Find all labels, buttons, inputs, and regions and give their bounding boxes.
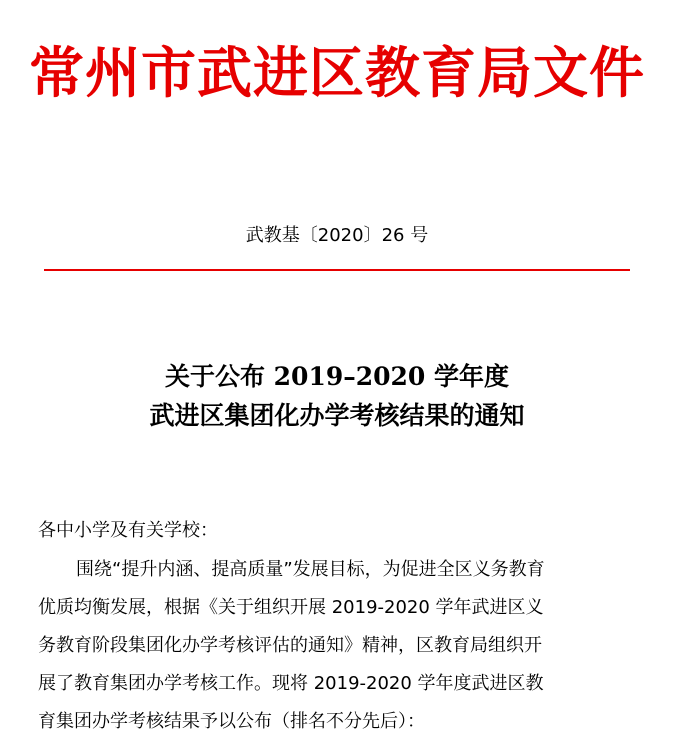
body-paragraph-line-1: 围绕“提升内涵、提高质量”发展目标，为促进全区义务教育 — [76, 559, 545, 580]
document-number: 武教基〔2020〕26 号 — [245, 225, 429, 246]
body-paragraph-line-5: 育集团办学考核结果予以公布（排名不分先后）： — [38, 711, 425, 732]
document-header-title: 常州市武进区教育局文件 — [28, 40, 645, 105]
body-paragraph-line-3: 务教育阶段集团化办学考核评估的通知》精神，区教育局组织开 — [38, 635, 542, 656]
salutation: 各中小学及有关学校： — [38, 520, 218, 541]
body-paragraph-line-4: 展了教育集团办学考核工作。现将 2019-2020 学年度武进区教 — [38, 673, 544, 694]
document-title-line-1: 关于公布 2019–2020 学年度 — [164, 362, 510, 391]
header-red-divider — [44, 269, 630, 271]
document-title-line-2: 武进区集团化办学考核结果的通知 — [149, 401, 525, 430]
body-paragraph-line-2: 优质均衡发展，根据《关于组织开展 2019-2020 学年武进区义 — [38, 597, 544, 618]
